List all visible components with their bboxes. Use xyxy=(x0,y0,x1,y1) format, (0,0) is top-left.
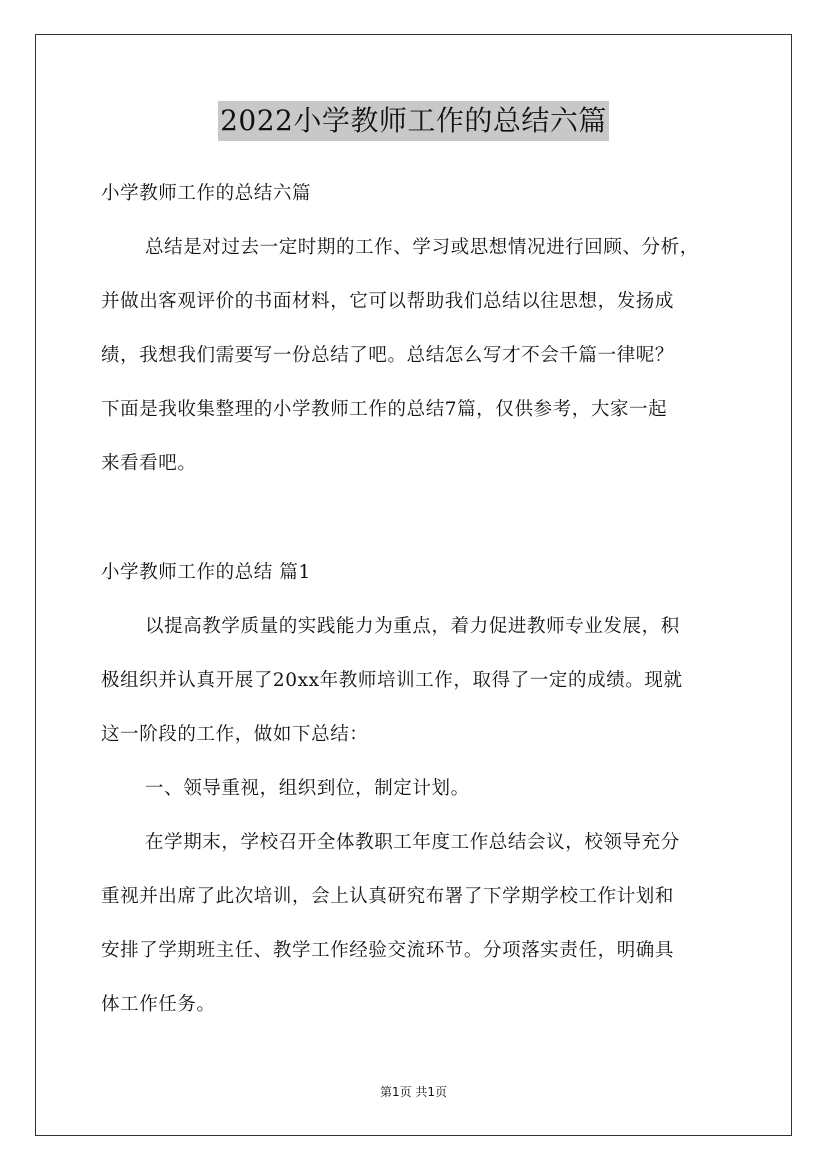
section-1-paragraph-2-line-1: 在学期末，学校召开全体教职工年度工作总结会议，校领导充分 xyxy=(145,832,680,853)
subtitle-line: 小学教师工作的总结六篇 xyxy=(101,183,312,204)
section-heading-1: 小学教师工作的总结 篇1 xyxy=(101,562,311,583)
page-footer: 第1页 共1页 xyxy=(379,1085,448,1099)
section-1-paragraph-2-line-4: 体工作任务。 xyxy=(101,994,216,1015)
intro-paragraph-line-4: 下面是我收集整理的小学教师工作的总结7篇，仅供参考，大家一起 xyxy=(101,399,668,420)
section-1-paragraph-1-line-2: 极组织并认真开展了20xx年教师培训工作，取得了一定的成绩。现就 xyxy=(101,670,683,691)
intro-paragraph-line-5: 来看看吧。 xyxy=(101,453,197,474)
document-title: 2022小学教师工作的总结六篇 xyxy=(0,100,827,141)
intro-paragraph-line-1: 总结是对过去一定时期的工作、学习或思想情况进行回顾、分析， xyxy=(145,237,699,258)
section-1-paragraph-2-line-3: 安排了学期班主任、教学工作经验交流环节。分项落实责任，明确具 xyxy=(101,940,675,961)
subheading-leadership: 一、领导重视，组织到位，制定计划。 xyxy=(145,778,470,799)
section-1-paragraph-1-line-1: 以提高教学质量的实践能力为重点，着力促进教师专业发展，积 xyxy=(145,616,680,637)
section-1-paragraph-2-line-2: 重视并出席了此次培训，会上认真研究布署了下学期学校工作计划和 xyxy=(101,886,675,907)
intro-paragraph-line-3: 绩，我想我们需要写一份总结了吧。总结怎么写才不会千篇一律呢？ xyxy=(101,345,675,366)
section-1-paragraph-1-line-3: 这一阶段的工作，做如下总结： xyxy=(101,724,369,745)
intro-paragraph-line-2: 并做出客观评价的书面材料，它可以帮助我们总结以往思想，发扬成 xyxy=(101,291,675,312)
